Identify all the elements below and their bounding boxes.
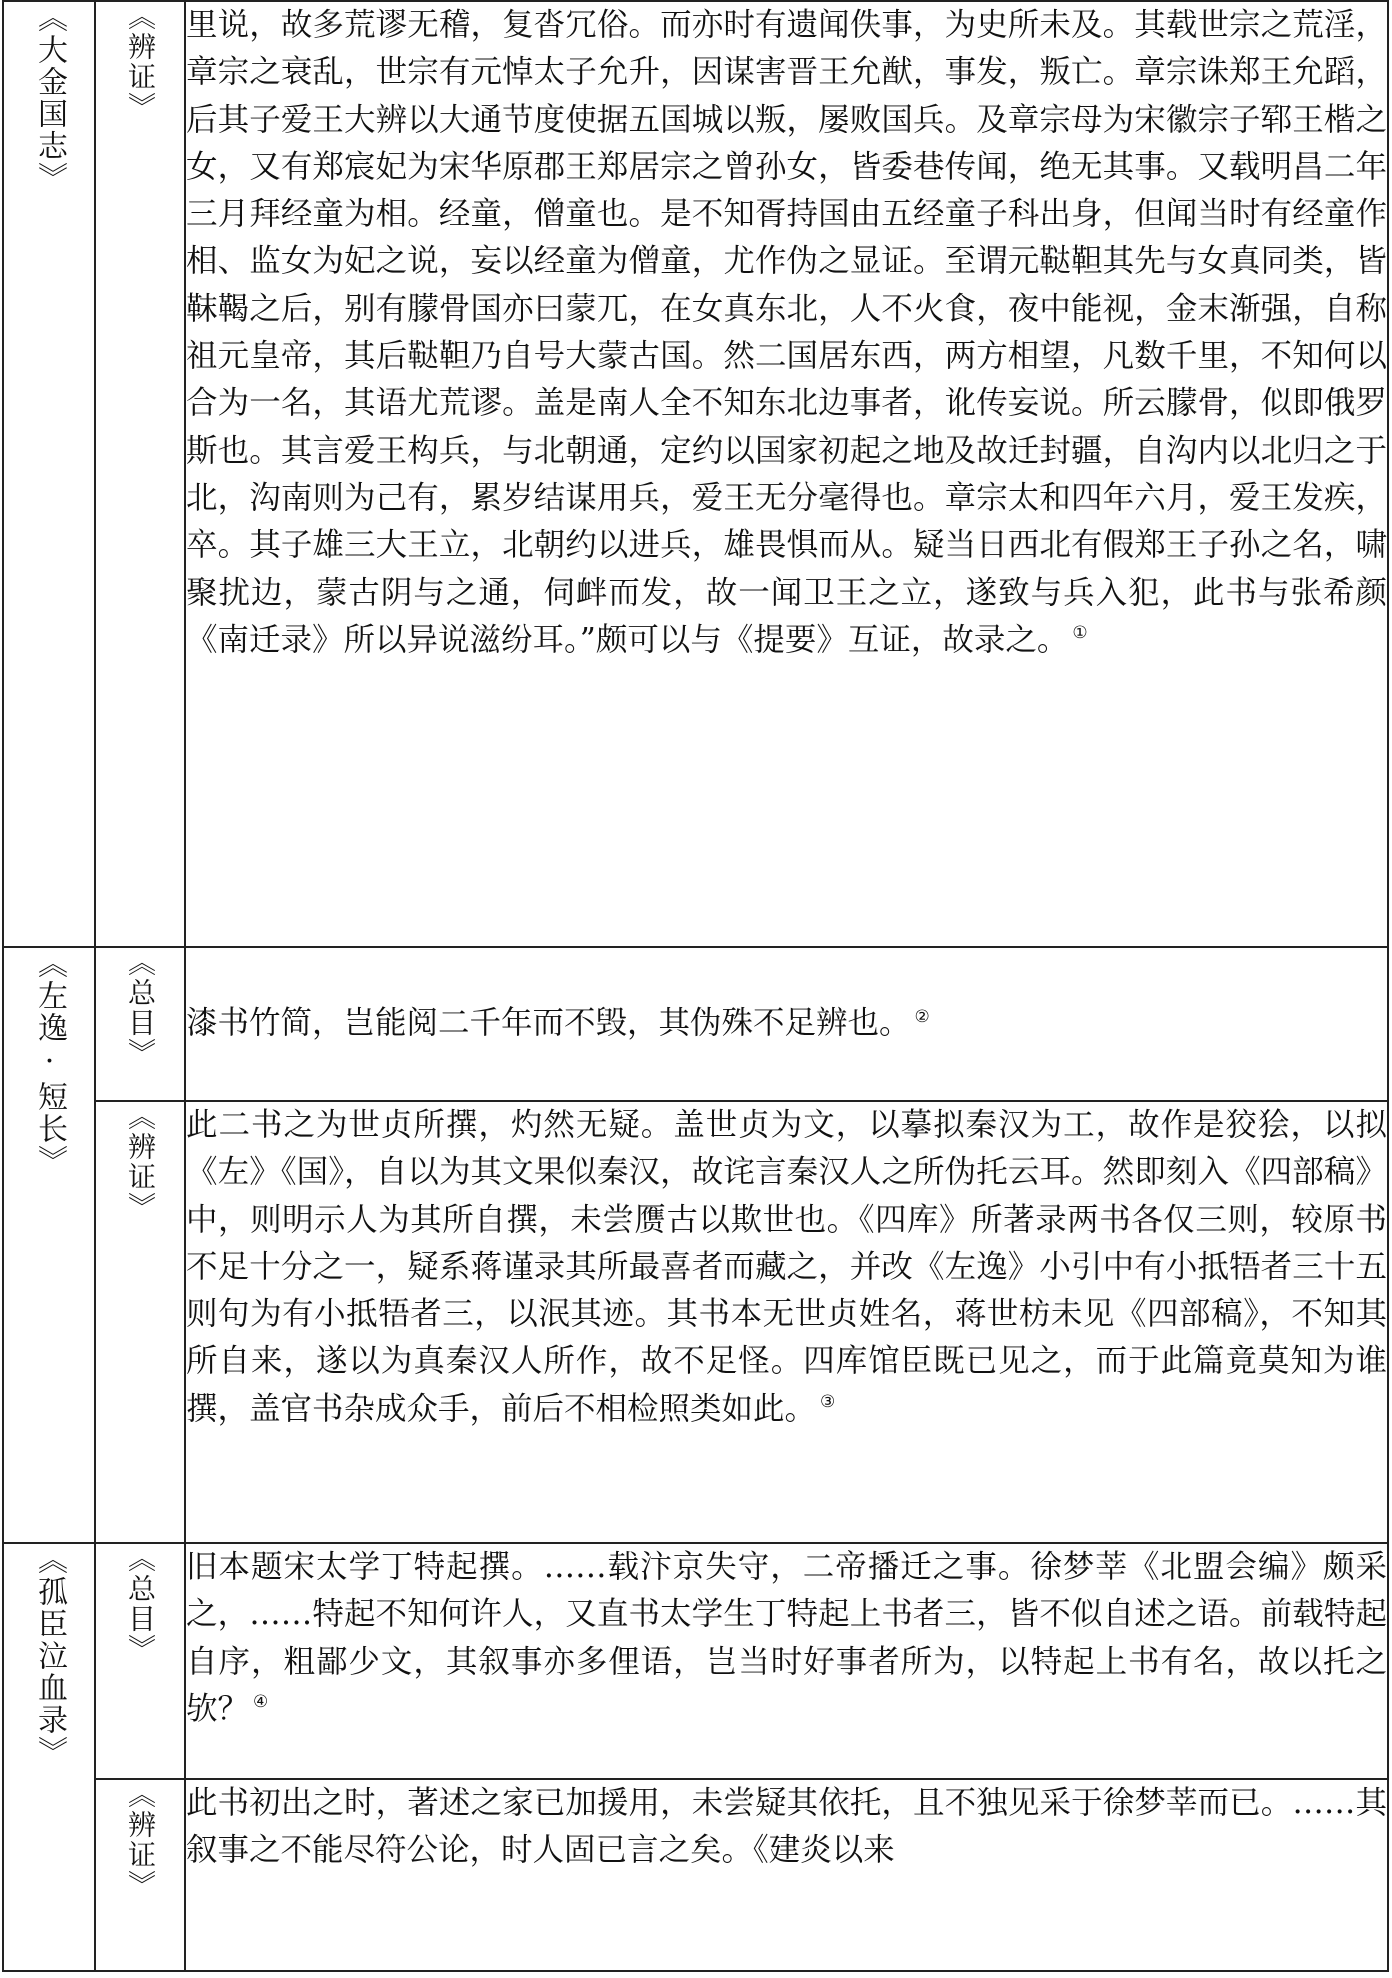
entry-text-cell	[185, 1779, 1388, 1971]
source-label-cell	[95, 1101, 185, 1543]
entry-text	[186, 2, 1387, 664]
entry-text-content: 里说，故多荒谬无稽，复沓冗俗。而亦时有遗闻佚事，为史所未及。其载世宗之荒淫，章宗之衰乱，世宗有元悼太子允升，因谋害晋王允猷，事发，叛亡。章宗诛郑王允蹈，后其子爱王大辨以大通节度使据五国城以叛，屡败国兵。及章宗母为宋徽宗子郓王楷之女，又有郑宸妃为宋华原郡王郑居宗之曾孙女，皆委巷传闻，绝无其事。又载明昌二年三月拜经童为相。经童，僧童也。是不知胥持国由五经童子科出身，但闻当时有经童作相、监女为妃之说，妄以经童为僧童，尤作伪之显证。至谓元鞑靼其先与女真同类，皆靺鞨之后，别有朦骨国亦曰蒙兀，在女真东北，人不火食，夜中能视，金末渐强，自称祖元皇帝，其后鞑靼乃自号大蒙古国。然二国居东西，两方相望，凡数千里，不知何以合为一名，其语尤荒谬。盖是南人全不知东北边事者，讹传妄说。所云朦骨，似即俄罗斯也。其言爱王构兵，与北朝通，定约以国家初起之地及故迁封疆，自沟内以北归之于北，沟南则为己有，累岁结谋用兵，爱王无分毫得也。章宗太和四年六月，爱王发疾，卒。其子雄三大王立，北朝约以进兵，雄畏惧而从。疑当日西北有假郑王子孙之名，啸聚扰边，蒙古阴与之通，伺衅而发，故一闻卫王之立，遂致与兵入犯，此书与张希颜《南迁录》所以异说滋纷耳。”颇可以与《提要》互证，故录之。	[186, 7, 1387, 658]
source-label: 《总目》	[124, 1544, 157, 1664]
book-title: 《左逸·短长》	[32, 948, 67, 1177]
source-label: 《辨证》	[124, 1780, 157, 1900]
book-title: 《孤臣泣血录》	[32, 1544, 67, 1768]
footnote-marker: ④	[253, 1692, 269, 1713]
source-label: 《总目》	[124, 948, 157, 1068]
footnote-marker: ③	[820, 1392, 836, 1413]
comparison-table	[2, 0, 1389, 1972]
entry-text-cell	[185, 1101, 1388, 1543]
entry-text	[186, 1780, 1387, 1875]
book-title-cell	[3, 1, 95, 947]
entry-text	[186, 1102, 1387, 1433]
table-row	[3, 1101, 1388, 1543]
book-title-cell	[3, 1543, 95, 1971]
source-label: 《辨证》	[124, 2, 157, 122]
table-row	[3, 1, 1388, 947]
table-row	[3, 1543, 1388, 1779]
document-page	[2, 0, 1387, 1976]
entry-text-content: 漆书竹简，岂能阅二千年而不毁，其伪殊不足辨也。	[186, 1005, 911, 1042]
entry-text-content: 旧本题宋太学丁特起撰。……载汴京失守，二帝播迁之事。徐梦莘《北盟会编》颇采之，……特起不知何许人，又直书太学生丁特起上书者三，皆不似自述之语。前载特起自序，粗鄙少文，其叙事亦多俚语，岂当时好事者所为，以特起上书有名，故以托之欤？	[186, 1549, 1387, 1727]
footnote-marker: ①	[1072, 623, 1088, 644]
book-title-cell	[3, 947, 95, 1543]
source-label-cell	[95, 1543, 185, 1779]
source-label-cell	[95, 1779, 185, 1971]
entry-text-cell	[185, 1543, 1388, 1779]
book-title: 《大金国志》	[32, 2, 67, 194]
source-label-cell	[95, 1, 185, 947]
entry-text-cell	[185, 1, 1388, 947]
entry-text-content: 此书初出之时，著述之家已加援用，未尝疑其依托，且不独见采于徐梦莘而已。……其叙事之不能尽符公论，时人固已言之矣。《建炎以来	[186, 1785, 1387, 1869]
source-label-cell	[95, 947, 185, 1101]
source-label: 《辨证》	[124, 1102, 157, 1222]
table-row	[3, 947, 1388, 1101]
table-row	[3, 1779, 1388, 1971]
entry-text-cell	[185, 947, 1388, 1101]
entry-text-content: 此二书之为世贞所撰，灼然无疑。盖世贞为文，以摹拟秦汉为工，故作是狡狯，以拟《左》《国》，自以为其文果似秦汉，故诧言秦汉人之所伪托云耳。然即刻入《四部稿》中，则明示人为其所自撰，未尝赝古以欺世也。《四库》所著录两书各仅三则，较原书不足十分之一，疑系蒋谨录其所最喜者而藏之，并改《左逸》小引中有小抵牾者三十五则句为有小抵牾者三，以泯其迹。其书本无世贞姓名，蒋世枋未见《四部稿》，不知其所自来，遂以为真秦汉人所作，故不足怪。四库馆臣既已见之，而于此篇竟莫知为谁撰，盖官书杂成众手，前后不相检照类如此。	[186, 1107, 1387, 1427]
entry-text	[186, 1000, 1387, 1047]
entry-text	[186, 1544, 1387, 1733]
footnote-marker: ②	[914, 1006, 930, 1027]
